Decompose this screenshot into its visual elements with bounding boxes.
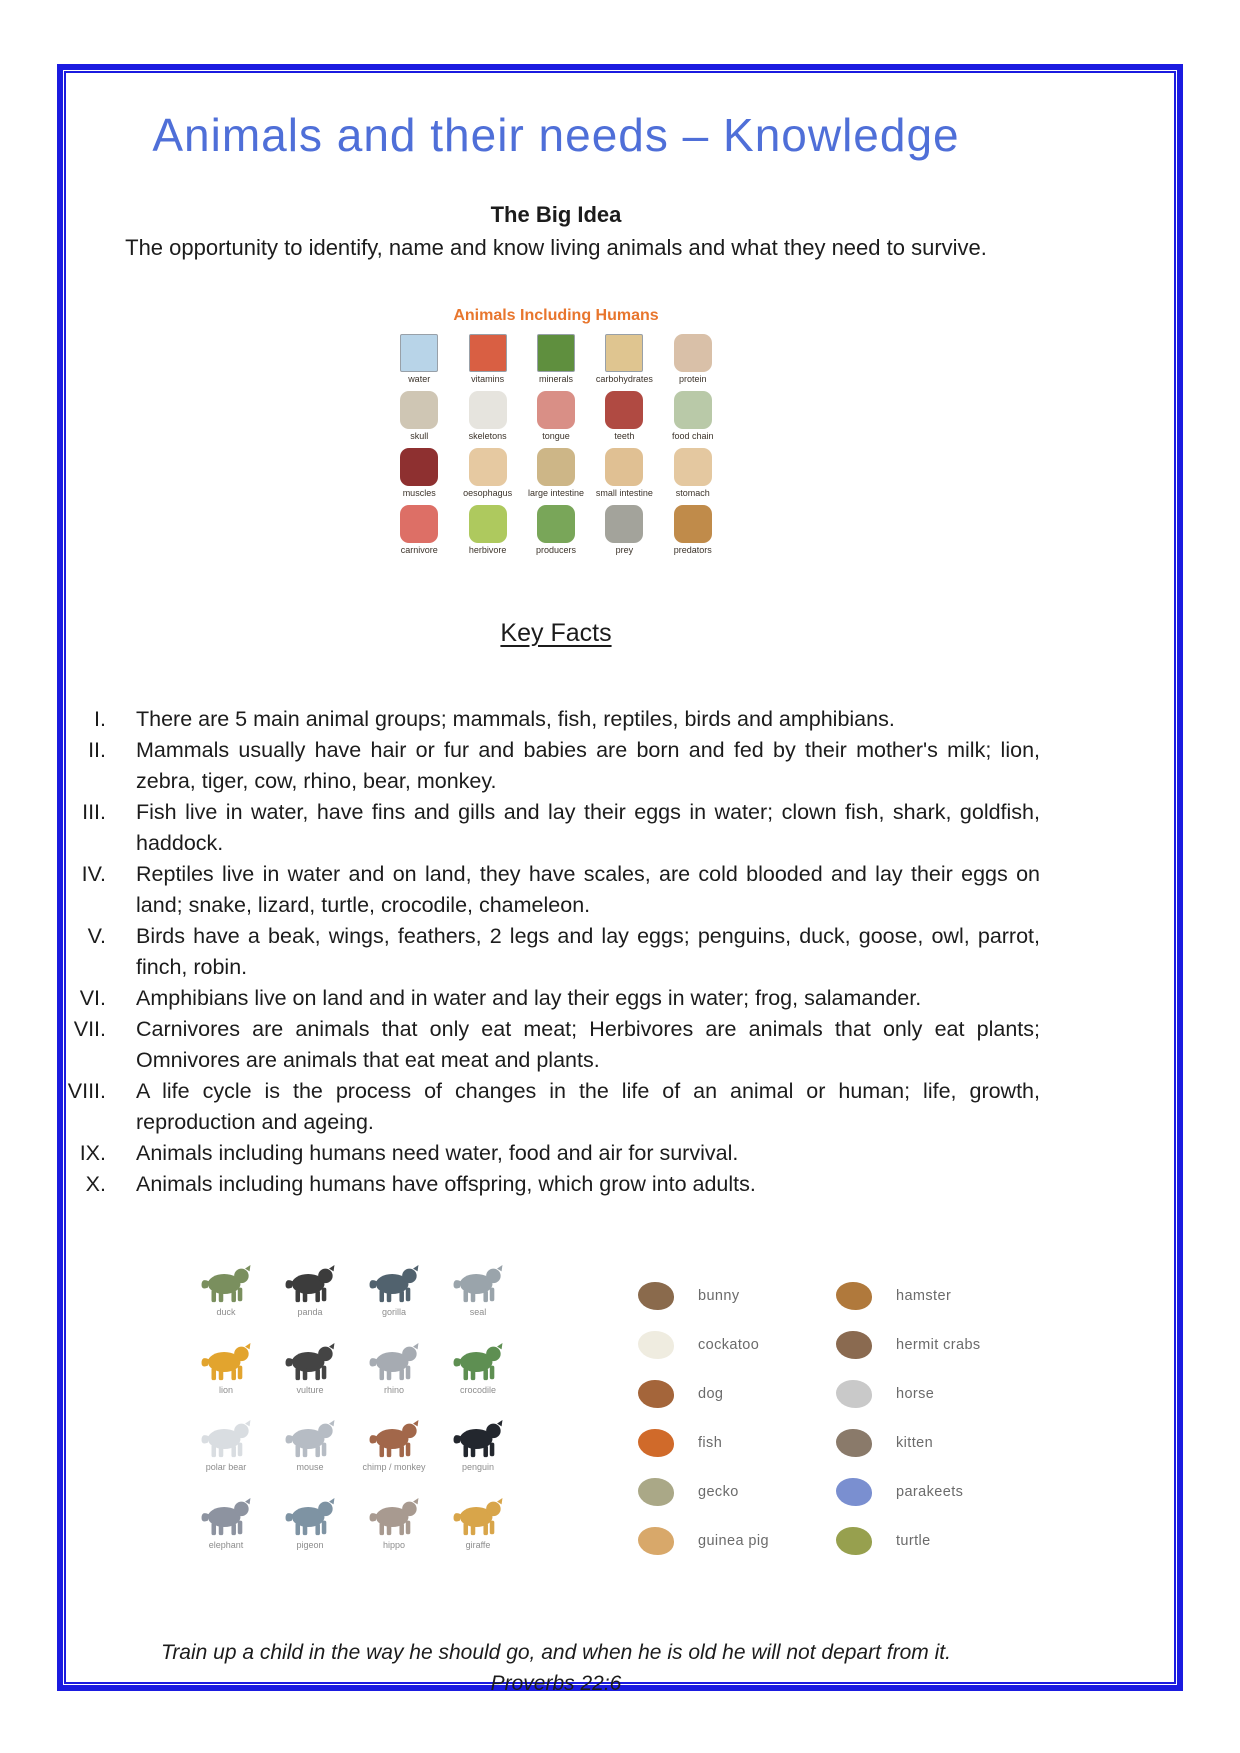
vocab-item (388, 505, 450, 555)
wild-animal-item (184, 1338, 268, 1403)
key-facts-heading: Key Facts (500, 619, 612, 647)
vocab-item-label: muscles (402, 488, 436, 498)
quote-line-1: Train up a child in the way he should go, and when he is old he will not depart from it. (161, 1641, 951, 1664)
vocab-item-image (605, 505, 643, 543)
pets-column-right (836, 1280, 1030, 1557)
vocab-grid (388, 334, 724, 555)
wild-animal-label: vulture (296, 1384, 324, 1395)
pet-label: kitten (896, 1435, 934, 1451)
vocab-item-image (537, 505, 575, 543)
vocab-item-label: stomach (675, 488, 710, 498)
vocab-item-image (469, 505, 507, 543)
animal-silhouette-icon (268, 1493, 352, 1537)
fact-numeral: X. (85, 1172, 106, 1196)
fact-text: Reptiles live in water and on land, they have scales, are cold blooded and lay their eggs on land; snake, lizard, turtle, crocodile, chameleon. (136, 862, 1040, 917)
vocab-item (525, 448, 587, 498)
vocab-item-image (469, 448, 507, 486)
pet-photo (638, 1527, 674, 1555)
animal-silhouette-icon (352, 1415, 436, 1459)
wild-animal-item (352, 1260, 436, 1325)
wild-animal-item (184, 1260, 268, 1325)
vocab-item-image (469, 334, 507, 372)
wild-animal-item (436, 1493, 520, 1558)
vocab-item-label: small intestine (595, 488, 653, 498)
vocab-item-label: producers (535, 545, 576, 555)
vocab-item-label: teeth (614, 431, 635, 441)
vocab-item-image (469, 391, 507, 429)
fact-numeral: IV. (81, 862, 106, 886)
vocab-picture-chart (388, 307, 724, 555)
animal-silhouette-icon (184, 1338, 268, 1382)
pet-label: turtle (896, 1533, 931, 1549)
animal-silhouette-icon (436, 1260, 520, 1304)
animal-silhouette-icon (184, 1260, 268, 1304)
vocab-item-label: vitamins (471, 374, 505, 384)
pet-item (836, 1427, 1030, 1459)
wild-animal-item (268, 1493, 352, 1558)
animal-silhouette-icon (268, 1260, 352, 1304)
wild-animal-label: duck (216, 1307, 236, 1317)
vocab-item-label: carbohydrates (595, 374, 653, 384)
fact-text: Amphibians live on land and in water and lay their eggs in water; frog, salamander. (136, 986, 922, 1010)
wild-animal-item (268, 1338, 352, 1403)
fact-item (58, 1076, 1040, 1138)
vocab-item-image (605, 391, 643, 429)
vocab-item (388, 448, 450, 498)
pet-label: hermit crabs (896, 1337, 981, 1353)
pet-item (638, 1476, 832, 1508)
wild-animal-label: chimp / monkey (362, 1462, 426, 1472)
vocab-item-label: minerals (538, 374, 573, 384)
animal-silhouette-icon (436, 1415, 520, 1459)
fact-item (58, 1169, 1040, 1200)
pet-label: parakeets (896, 1484, 964, 1500)
wild-animal-item (436, 1338, 520, 1403)
wild-animal-item (268, 1260, 352, 1325)
vocab-item-label: large intestine (527, 488, 585, 498)
wild-animal-item (436, 1260, 520, 1325)
pet-photo (836, 1478, 872, 1506)
fact-numeral: II. (88, 738, 106, 762)
pet-item (836, 1378, 1030, 1410)
fact-numeral: VIII. (67, 1079, 106, 1103)
vocab-item (662, 505, 724, 555)
pet-item (836, 1329, 1030, 1361)
pet-photo (836, 1282, 872, 1310)
vocab-item (456, 448, 518, 498)
fact-text: Fish live in water, have fins and gills and lay their eggs in water; clown fish, shark, goldfish, haddock. (136, 800, 1040, 855)
wild-animal-label: polar bear (205, 1462, 247, 1472)
fact-text: Animals including humans need water, food and air for survival. (136, 1141, 739, 1165)
animal-silhouette-icon (184, 1415, 268, 1459)
vocab-chart-title: Animals Including Humans (453, 307, 659, 324)
vocab-item-label: oesophagus (463, 488, 513, 498)
fact-text: Animals including humans have offspring, which grow into adults. (136, 1172, 756, 1196)
vocab-item-label: carnivore (400, 545, 438, 555)
pet-photo (836, 1527, 872, 1555)
pet-item (638, 1378, 832, 1410)
vocab-item-label: herbivore (468, 545, 507, 555)
vocab-item-image (537, 391, 575, 429)
vocab-item-label: protein (679, 374, 707, 384)
vocab-item-image (674, 448, 712, 486)
wild-animal-item (184, 1493, 268, 1558)
vocab-item-image (537, 448, 575, 486)
pet-photo (638, 1429, 674, 1457)
pet-photo (638, 1282, 674, 1310)
wild-animal-label: crocodile (459, 1384, 497, 1395)
pet-photo (836, 1331, 872, 1359)
wild-animal-label: seal (469, 1307, 487, 1317)
key-facts-list (67, 704, 1040, 1200)
fact-item (58, 1014, 1040, 1076)
pet-label: fish (698, 1435, 723, 1451)
pet-photo (638, 1331, 674, 1359)
vocab-item-label: tongue (542, 431, 570, 441)
wild-animal-label: hippo (382, 1539, 406, 1550)
wild-animal-item (352, 1415, 436, 1480)
pet-item (638, 1329, 832, 1361)
fact-item (58, 735, 1040, 797)
fact-numeral: I. (94, 707, 106, 731)
vocab-item (593, 448, 655, 498)
vocab-item (525, 391, 587, 441)
vocab-item (662, 391, 724, 441)
vocab-item (525, 505, 587, 555)
vocab-item-label: skeletons (468, 431, 507, 441)
vocab-item-image (400, 448, 438, 486)
animal-silhouette-icon (184, 1493, 268, 1537)
vocab-item (388, 334, 450, 384)
big-idea-text: The opportunity to identify, name and know living animals and what they need to survive. (125, 235, 987, 260)
fact-text: Mammals usually have hair or fur and babies are born and fed by their mother's milk; lion, zebra, tiger, cow, rhino, bear, monkey. (136, 738, 1040, 793)
vocab-item-image (400, 391, 438, 429)
wild-animals-grid (184, 1260, 520, 1557)
wild-animal-item (184, 1415, 268, 1480)
animal-silhouette-icon (352, 1493, 436, 1537)
pet-photo (836, 1429, 872, 1457)
bottom-picture-section (72, 1260, 1040, 1557)
wild-animal-item (436, 1415, 520, 1480)
vocab-item-label: water (408, 374, 431, 384)
vocab-item-label: predators (673, 545, 712, 555)
vocab-item-image (674, 505, 712, 543)
fact-numeral: V. (87, 924, 106, 948)
pet-photo (638, 1478, 674, 1506)
pet-label: guinea pig (698, 1533, 769, 1549)
wild-animal-item (352, 1338, 436, 1403)
pet-item (836, 1525, 1030, 1557)
fact-numeral: IX. (79, 1141, 106, 1165)
vocab-item (593, 391, 655, 441)
wild-animal-label: panda (297, 1307, 323, 1317)
vocab-item (456, 505, 518, 555)
vocab-item-label: skull (410, 431, 429, 441)
fact-item (58, 859, 1040, 921)
vocab-item-label: prey (615, 545, 634, 555)
pet-item (638, 1525, 832, 1557)
animal-silhouette-icon (268, 1415, 352, 1459)
wild-animal-label: giraffe (465, 1539, 491, 1550)
wild-animal-item (352, 1493, 436, 1558)
pet-item (836, 1476, 1030, 1508)
fact-text: Birds have a beak, wings, feathers, 2 legs and lay eggs; penguins, duck, goose, owl, parrot, finch, robin. (136, 924, 1040, 979)
vocab-item-image (537, 334, 575, 372)
footer-quote (72, 1637, 1040, 1699)
wild-animal-label: penguin (461, 1462, 495, 1472)
vocab-item (593, 334, 655, 384)
fact-text: Carnivores are animals that only eat meat; Herbivores are animals that only eat plants; Omnivores are animals that eat meat and plants. (136, 1017, 1040, 1072)
vocab-item (662, 448, 724, 498)
fact-item (58, 1138, 1040, 1169)
vocab-item (456, 334, 518, 384)
fact-item (58, 921, 1040, 983)
vocab-item (662, 334, 724, 384)
wild-animal-label: mouse (296, 1462, 324, 1472)
wild-animal-item (268, 1415, 352, 1480)
vocab-item-label: food chain (672, 431, 714, 441)
fact-text: A life cycle is the process of changes in the life of an animal or human; life, growth, reproduction and ageing. (136, 1079, 1040, 1134)
pet-photo (638, 1380, 674, 1408)
big-idea-heading: The Big Idea (490, 202, 622, 227)
pet-item (638, 1427, 832, 1459)
wild-animal-label: elephant (208, 1539, 244, 1550)
pets-column-left (638, 1280, 832, 1557)
pet-label: cockatoo (698, 1337, 760, 1353)
vocab-item-image (674, 391, 712, 429)
animal-silhouette-icon (436, 1338, 520, 1382)
fact-item (58, 704, 1040, 735)
pet-label: hamster (896, 1288, 952, 1304)
vocab-item-image (400, 505, 438, 543)
pet-label: bunny (698, 1288, 740, 1304)
fact-numeral: VII. (73, 1017, 106, 1041)
pet-photo (836, 1380, 872, 1408)
vocab-item-image (605, 334, 643, 372)
vocab-item-image (674, 334, 712, 372)
page-content (67, 78, 1040, 1699)
fact-item (58, 983, 1040, 1014)
wild-animal-label: rhino (383, 1384, 404, 1395)
quote-line-2: Proverbs 22:6 (490, 1672, 622, 1695)
fact-numeral: III. (82, 800, 106, 824)
fact-item (58, 797, 1040, 859)
page-title: Animals and their needs – Knowledge (152, 109, 960, 161)
vocab-item-image (400, 334, 438, 372)
animal-silhouette-icon (436, 1493, 520, 1537)
pets-panel (638, 1280, 1030, 1557)
animal-silhouette-icon (352, 1338, 436, 1382)
pet-label: gecko (698, 1484, 739, 1500)
wild-animal-label: lion (218, 1384, 233, 1395)
vocab-item (525, 334, 587, 384)
vocab-item-image (605, 448, 643, 486)
animal-silhouette-icon (268, 1338, 352, 1382)
animal-silhouette-icon (352, 1260, 436, 1304)
fact-numeral: VI. (79, 986, 106, 1010)
vocab-item (388, 391, 450, 441)
pet-label: horse (896, 1386, 935, 1402)
vocab-item (593, 505, 655, 555)
pet-label: dog (698, 1386, 724, 1402)
fact-text: There are 5 main animal groups; mammals, fish, reptiles, birds and amphibians. (136, 707, 895, 731)
vocab-item (456, 391, 518, 441)
pet-item (836, 1280, 1030, 1312)
wild-animal-label: gorilla (381, 1307, 406, 1317)
pet-item (638, 1280, 832, 1312)
wild-animal-label: pigeon (296, 1539, 324, 1550)
